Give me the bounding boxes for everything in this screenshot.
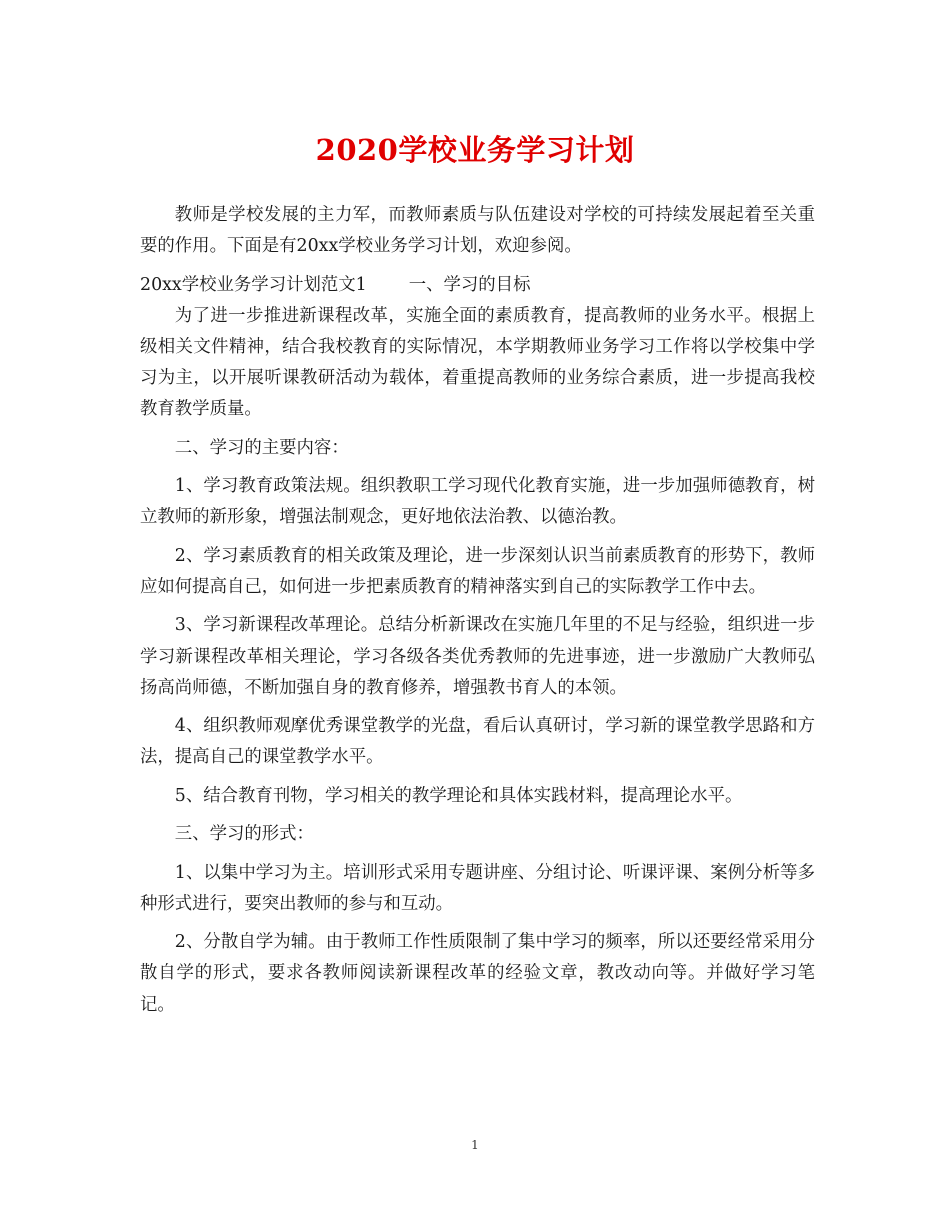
document-body	[140, 200, 815, 1028]
section3-item: 1、以集中学习为主。培训形式采用专题讲座、分组讨论、听课评课、案例分析等多种形式进行，要突出教师的参与和互动。	[140, 862, 815, 914]
intro-paragraph: 教师是学校发展的主力军，而教师素质与队伍建设对学校的可持续发展起着至关重要的作用。下面是有20xx学校业务学习计划，欢迎参阅。	[140, 205, 815, 257]
section2-item: 2、学习素质教育的相关政策及理论，进一步深刻认识当前素质教育的形势下，教师应如何提高自己，如何进一步把素质教育的精神落实到自己的实际教学工作中去。	[140, 545, 815, 597]
section2-heading: 二、学习的主要内容：	[174, 437, 349, 458]
section2-item: 1、学习教育政策法规。组织教职工学习现代化教育实施，进一步加强师德教育，树立教师的新形象，增强法制观念，更好地依法治教、以德治教。	[140, 476, 815, 528]
section3-heading: 三、学习的形式：	[174, 824, 314, 845]
section3-item: 2、分散自学为辅。由于教师工作性质限制了集中学习的频率，所以还要经常采用分散自学的形式，要求各教师阅读新课程改革的经验文章，教改动向等。并做好学习笔记。	[140, 932, 815, 1015]
section2-item: 5、结合教育刊物，学习相关的教学理论和具体实践材料，提高理论水平。	[174, 785, 743, 806]
section1-paragraph: 为了进一步推进新课程改革，实施全面的素质教育，提高教师的业务水平。根据上级相关文件精神，结合我校教育的实际情况，本学期教师业务学习工作将以学校集中学习为主，以开展听课教研活动为载体，着重提高教师的业务综合素质，进一步提高我校教育教学质量。	[140, 305, 815, 420]
section1-heading: 一、学习的目标	[408, 274, 531, 295]
document-title: 2020学校业务学习计划	[315, 133, 635, 167]
page-number: 1	[471, 1138, 479, 1152]
section2-item: 4、组织教师观摩优秀课堂教学的光盘，看后认真研讨，学习新的课堂教学思路和方法，提高自己的课堂教学水平。	[140, 716, 815, 768]
sample-heading-line	[140, 270, 815, 301]
section2-item: 3、学习新课程改革理论。总结分析新课改在实施几年里的不足与经验，组织进一步学习新课程改革相关理论，学习各级各类优秀教师的先进事迹，进一步激励广大教师弘扬高尚师德，不断加强自身的教育修养，增强教书育人的本领。	[140, 615, 815, 698]
sample-heading: 20xx学校业务学习计划范文1	[140, 274, 367, 295]
